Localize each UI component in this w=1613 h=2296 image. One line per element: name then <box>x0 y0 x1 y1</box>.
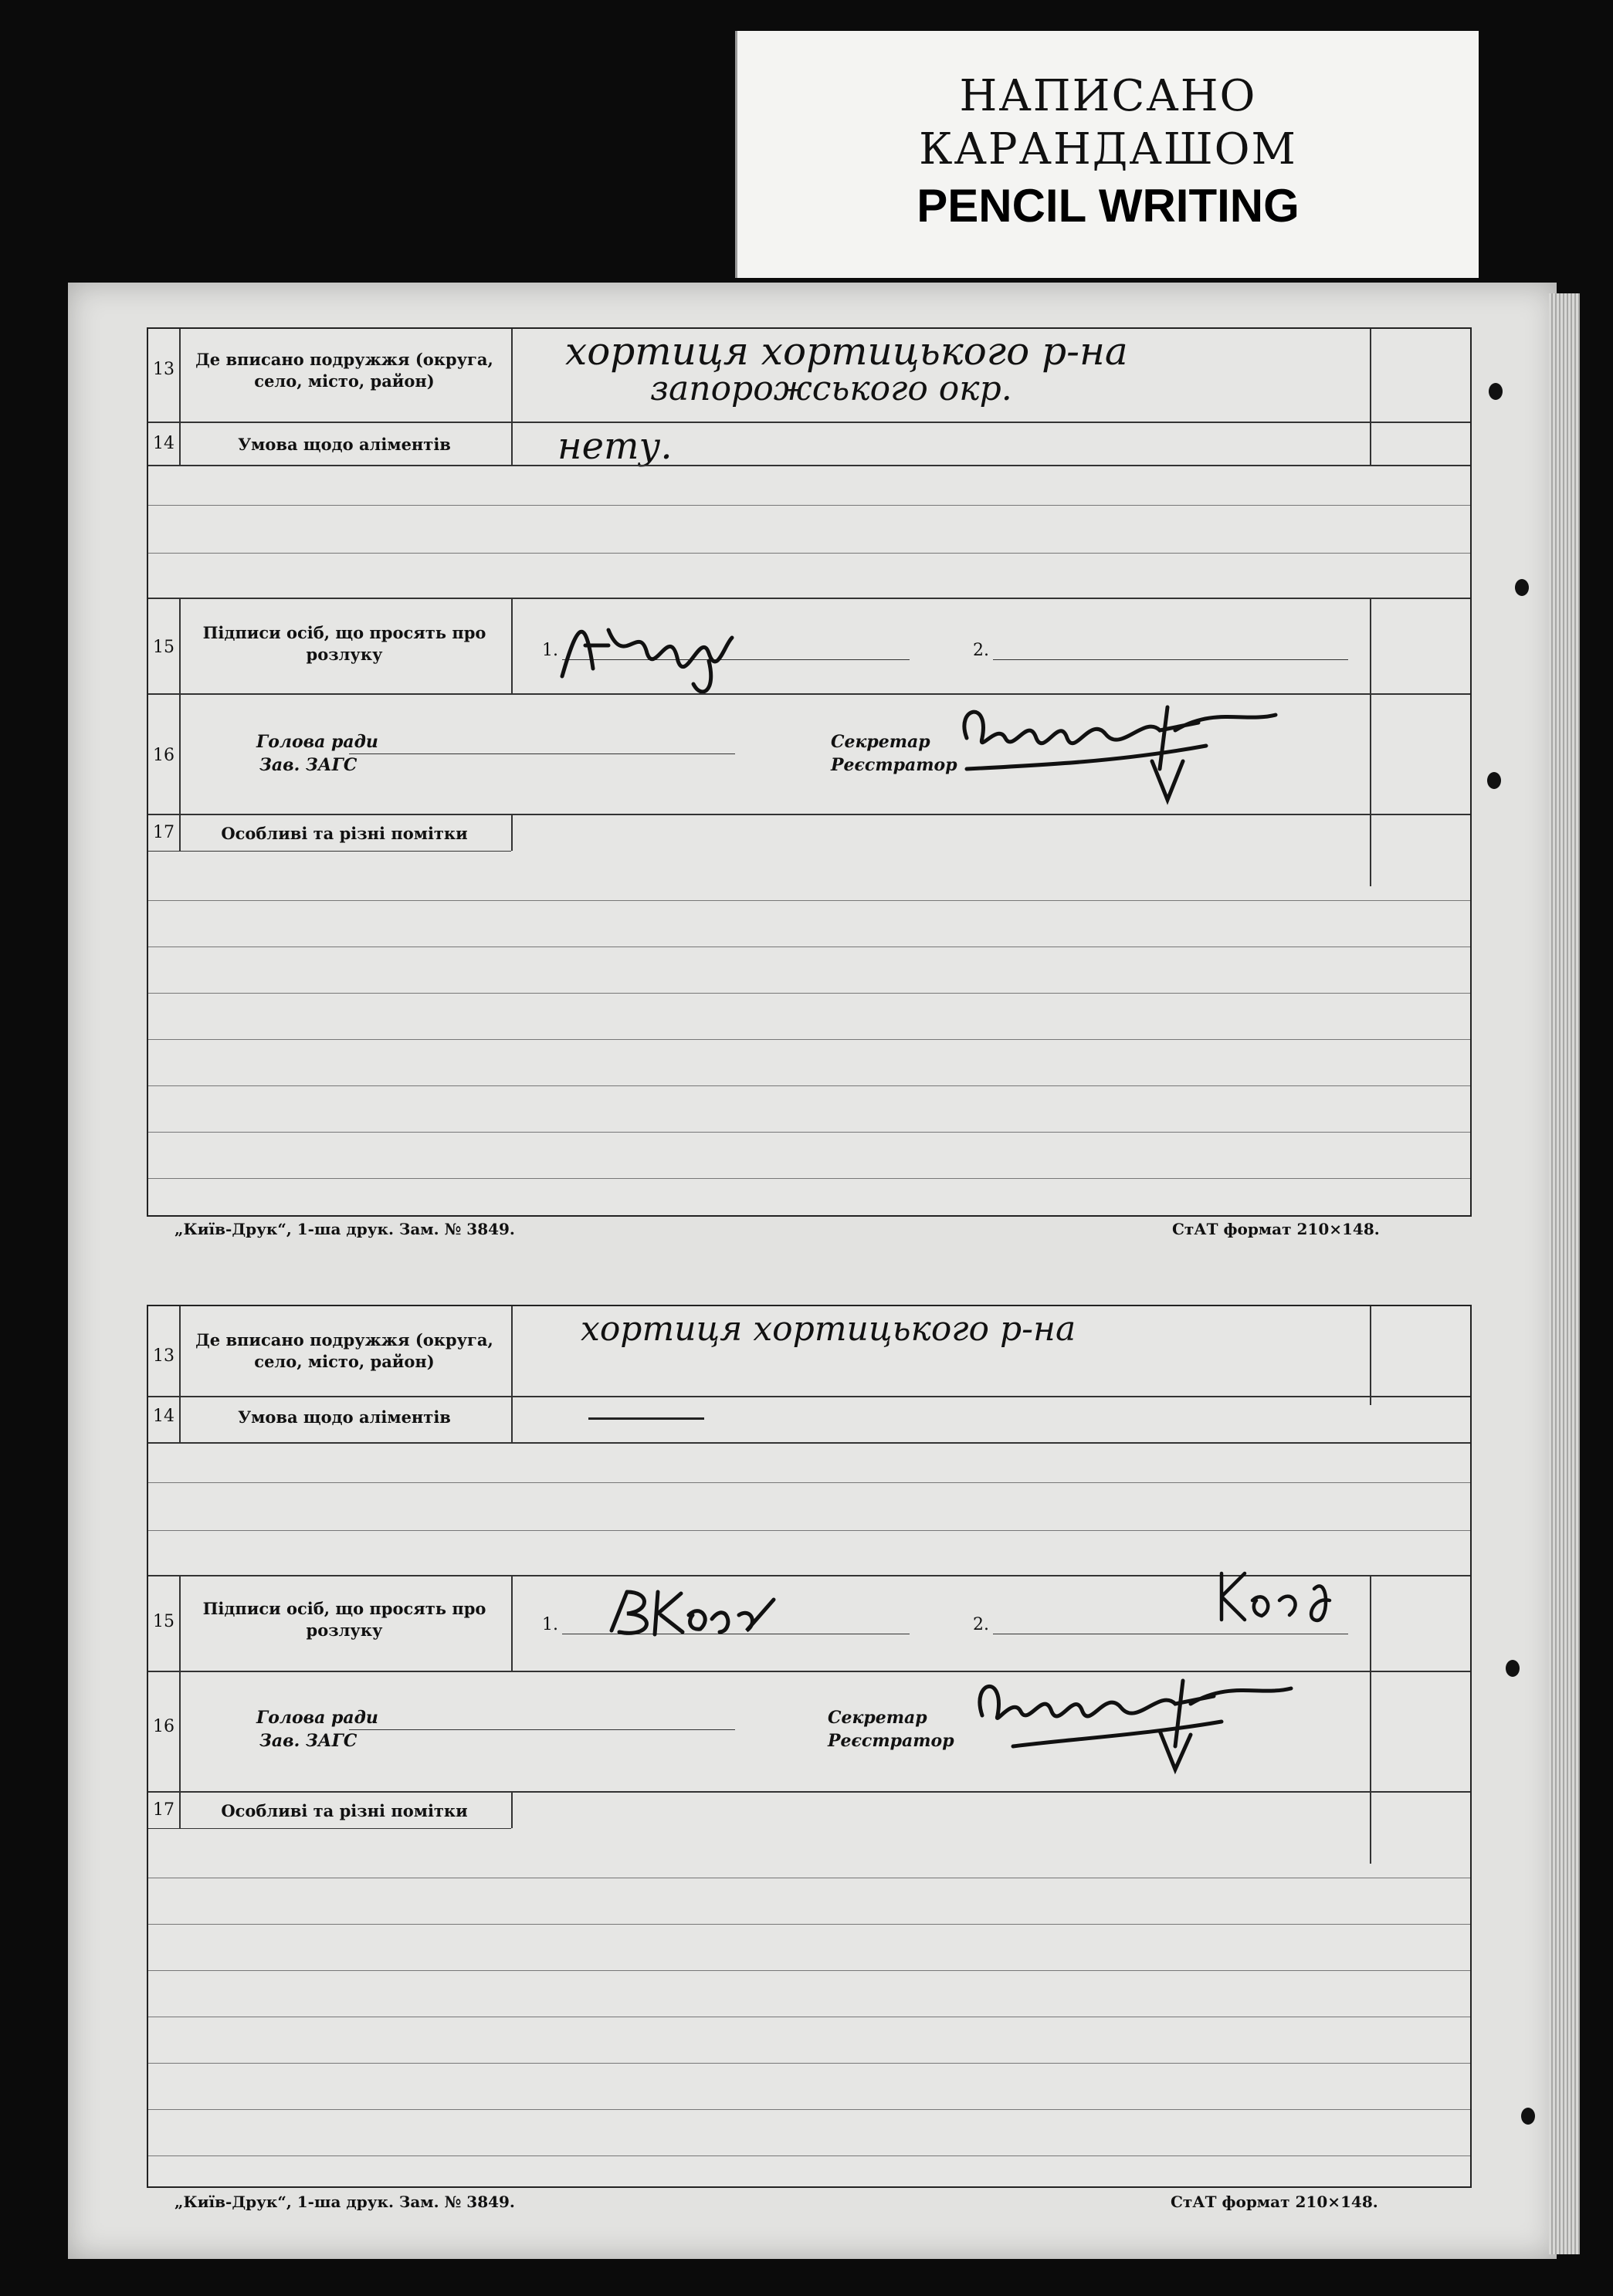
binding-hole-icon <box>1487 772 1501 789</box>
handwritten-place-line-1: хортиця хортицького р-на <box>565 329 1128 374</box>
head-of-council-label: Голова ради <box>256 1708 378 1728</box>
secretary-label: Секретар <box>831 732 930 752</box>
signature-1-marker: 1. <box>542 1615 558 1634</box>
row-number: 13 <box>153 360 175 379</box>
binding-hole-icon <box>1506 1660 1520 1677</box>
stacked-page-edges <box>1549 293 1580 2254</box>
row-number: 16 <box>153 1717 175 1736</box>
secretary-label: Секретар <box>828 1708 927 1728</box>
handwritten-signature-2 <box>1214 1566 1345 1635</box>
label-line-3: PENCIL WRITING <box>917 180 1300 232</box>
row-number: 17 <box>153 1800 175 1820</box>
head-of-council-label: Голова ради <box>256 732 378 752</box>
label-line-1: НАПИСАНО <box>959 71 1257 121</box>
pencil-writing-label <box>735 31 1479 278</box>
signature-2-marker: 2. <box>973 1615 989 1634</box>
row-number: 13 <box>153 1346 175 1366</box>
row-label-signatures: Підписи осіб, що просять про розлуку <box>202 623 486 664</box>
row-label-alimony: Умова щодо аліментів <box>238 435 451 454</box>
registry-head-label: Зав. ЗАГС <box>259 755 358 775</box>
binding-hole-icon <box>1521 2108 1535 2125</box>
handwritten-signature-1 <box>554 607 755 699</box>
handwritten-place-line-1: хортиця хортицького р-на <box>581 1309 1076 1349</box>
handwritten-dash <box>588 1417 704 1420</box>
registrar-signature <box>967 1661 1306 1777</box>
divorce-record-form-2 <box>147 1305 1472 2188</box>
registrar-signature <box>951 692 1291 808</box>
print-footer-left: „Київ-Друк“, 1-ша друк. Зам. № 3849. <box>175 1220 515 1238</box>
print-footer-right: СтАТ формат 210×148. <box>1172 1220 1380 1238</box>
print-footer-right: СтАТ формат 210×148. <box>1171 2193 1378 2211</box>
handwritten-signature-1 <box>596 1584 797 1646</box>
label-line-2: КАРАНДАШОМ <box>919 124 1297 174</box>
registrar-label: Реєстратор <box>831 755 957 775</box>
row-number: 14 <box>153 434 175 453</box>
binding-hole-icon <box>1489 383 1503 400</box>
row-label-remarks: Особливі та різні помітки <box>221 824 468 843</box>
registrar-label: Реєстратор <box>828 1731 954 1751</box>
row-number: 17 <box>153 823 175 842</box>
signature-2-marker: 2. <box>973 641 989 660</box>
row-number: 15 <box>153 638 175 657</box>
row-label-marriage-place: Де вписано подружжя (округа, село, місто, район) <box>195 350 493 391</box>
row-number: 16 <box>153 746 175 765</box>
divorce-record-form-1 <box>147 327 1472 1217</box>
row-number: 14 <box>153 1407 175 1426</box>
signature-1-marker: 1. <box>542 641 558 660</box>
handwritten-place-line-2: запорожського окр. <box>650 369 1012 408</box>
row-label-alimony: Умова щодо аліментів <box>238 1407 451 1427</box>
print-footer-left: „Київ-Друк“, 1-ша друк. Зам. № 3849. <box>175 2193 515 2211</box>
row-number: 15 <box>153 1612 175 1631</box>
registry-head-label: Зав. ЗАГС <box>259 1731 358 1751</box>
row-label-signatures: Підписи осіб, що просять про розлуку <box>202 1599 486 1640</box>
handwritten-alimony: нету. <box>557 425 673 468</box>
binding-hole-icon <box>1515 579 1529 596</box>
row-label-remarks: Особливі та різні помітки <box>221 1801 468 1820</box>
row-label-marriage-place: Де вписано подружжя (округа, село, місто, район) <box>195 1330 493 1371</box>
